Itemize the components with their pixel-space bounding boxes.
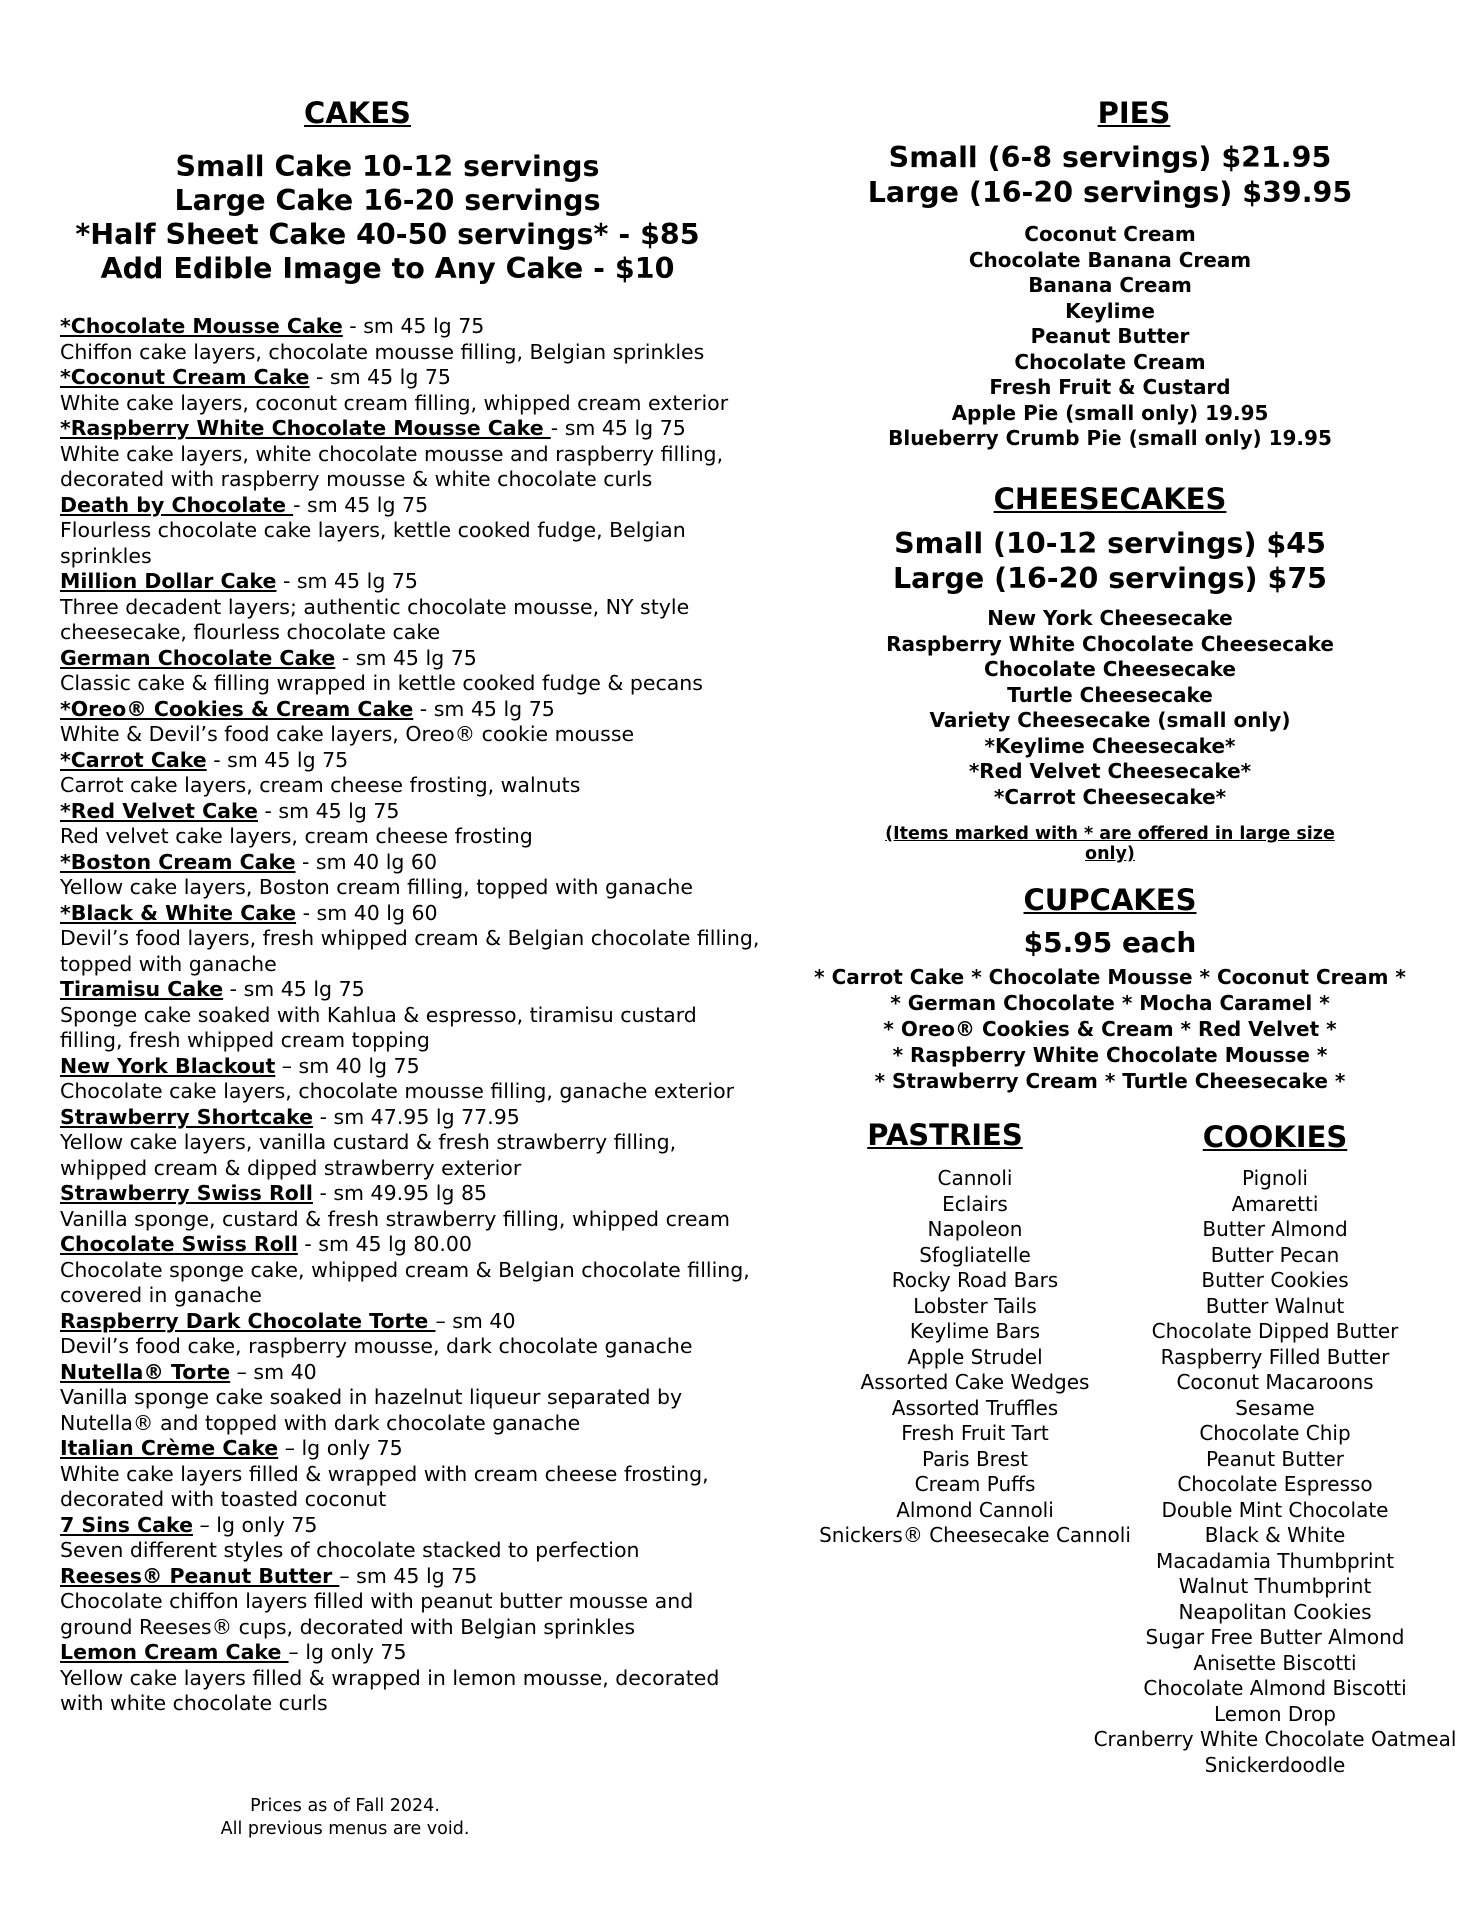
cupcake-line: * Oreo® Cookies & Cream * Red Velvet * <box>883 1017 1337 1041</box>
cupcake-line: * Carrot Cake * Chocolate Mousse * Coconut Cream * <box>814 965 1406 989</box>
cake-name: Nutella® Torte <box>60 1359 231 1384</box>
pie-item: Blueberry Crumb Pie (small only) 19.95 <box>888 426 1332 450</box>
cheesecakes-headline-small: Small (10-12 servings) $45 <box>894 527 1326 560</box>
cake-desc: Chiffon cake layers, chocolate mousse filling, Belgian sprinkles <box>60 339 705 364</box>
cheesecake-item: *Carrot Cheesecake* <box>993 784 1227 809</box>
cookie-item: Coconut Macaroons <box>1176 1370 1374 1394</box>
pies-title: PIES <box>1097 96 1171 130</box>
cheesecake-item: New York Cheesecake <box>987 606 1233 630</box>
pie-item: Apple Pie (small only) 19.95 <box>951 400 1269 425</box>
cake-item-reeses <box>60 1564 760 1641</box>
pastry-item: Apple Strudel <box>907 1344 1043 1369</box>
cake-name: *Carrot Cake <box>60 747 207 772</box>
cake-price: - sm 45 lg 75 <box>335 645 477 670</box>
pastry-item: Cream Puffs <box>914 1472 1036 1496</box>
cookie-item: Black & White <box>1204 1523 1346 1547</box>
cake-name: *Raspberry White Chocolate Mousse Cake <box>60 416 551 440</box>
cake-desc: Yellow cake layers, vanilla custard & fresh strawberry filling, whipped cream & dipped strawberry exterior <box>60 1130 677 1180</box>
cake-desc: Chocolate cake layers, chocolate mousse filling, ganache exterior <box>60 1079 735 1103</box>
footer-line-2: All previous menus are void. <box>220 1819 470 1839</box>
large-size-note: (Items marked with * are offered in large size only) <box>885 824 1335 864</box>
cookie-item: Walnut Thumbprint <box>1178 1574 1372 1598</box>
pastry-item: Sfogliatelle <box>919 1242 1031 1267</box>
cake-price: – sm 40 <box>435 1308 516 1333</box>
cake-name: *Oreo® Cookies & Cream Cake <box>60 696 414 721</box>
cake-item-million-dollar <box>60 569 760 646</box>
cake-item-chocolate-swiss-roll <box>60 1232 760 1309</box>
pastry-item: Rocky Road Bars <box>891 1268 1059 1292</box>
cake-item-tiramisu <box>60 977 760 1054</box>
cookie-item: Chocolate Dipped Butter <box>1151 1319 1399 1343</box>
cupcake-line: * Strawberry Cream * Turtle Cheesecake * <box>874 1069 1346 1093</box>
footer-note <box>180 1795 510 1841</box>
cookie-item: Anisette Biscotti <box>1193 1650 1357 1675</box>
cake-price: - sm 45 lg 75 <box>550 416 686 440</box>
cake-price: - sm 40 lg 60 <box>296 900 438 925</box>
cake-name: *Black & White Cake <box>60 900 297 925</box>
cake-item-ny-blackout <box>60 1054 760 1105</box>
cake-name: Lemon Cream Cake <box>60 1640 289 1664</box>
cake-name: Strawberry Swiss Roll <box>60 1181 313 1205</box>
cake-name: Raspberry Dark Chocolate Torte <box>60 1308 436 1333</box>
cookie-item: Butter Almond <box>1202 1217 1348 1241</box>
cake-price: - sm 45 lg 80.00 <box>297 1232 472 1256</box>
pastry-item: Snickers® Cheesecake Cannoli <box>819 1523 1131 1547</box>
cake-name: Tiramisu Cake <box>60 977 224 1001</box>
cake-desc: Flourless chocolate cake layers, kettle cooked fudge, Belgian sprinkles <box>60 518 686 568</box>
pie-item: Banana Cream <box>1028 273 1192 297</box>
pie-item: Fresh Fruit & Custard <box>989 375 1231 399</box>
cupcake-line: * Raspberry White Chocolate Mousse * <box>892 1043 1328 1067</box>
cookie-item: Double Mint Chocolate <box>1161 1497 1389 1522</box>
cake-name: Italian Crème Cake <box>60 1436 279 1460</box>
cake-price: – sm 40 lg 75 <box>275 1053 420 1078</box>
cake-name: *Red Velvet Cake <box>60 798 258 823</box>
cookie-item: Cranberry White Chocolate Oatmeal <box>1093 1727 1457 1751</box>
cake-price: - sm 45 lg 75 <box>223 977 365 1001</box>
cake-desc: Red velvet cake layers, cream cheese frosting <box>60 824 533 848</box>
pie-item: Chocolate Banana Cream <box>968 247 1252 272</box>
cookie-item: Butter Walnut <box>1205 1293 1345 1318</box>
cookies-list <box>1080 1166 1470 1778</box>
cheesecake-item: Chocolate Cheesecake <box>984 657 1236 681</box>
cake-desc: White cake layers, coconut cream filling, whipped cream exterior <box>60 390 729 415</box>
cake-item-nutella-torte <box>60 1360 760 1437</box>
pies-headline-small: Small (6-8 servings) $21.95 <box>888 141 1332 174</box>
cake-desc: White & Devil’s food cake layers, Oreo® cookie mousse <box>60 722 635 746</box>
cake-name: New York Blackout <box>60 1053 276 1078</box>
pie-item: Keylime <box>1065 298 1155 323</box>
cake-item-coconut-cream <box>60 365 760 416</box>
cake-item-lemon-cream <box>60 1640 760 1717</box>
cake-name: 7 Sins Cake <box>60 1512 193 1537</box>
cakes-title: CAKES <box>304 96 411 130</box>
cheesecakes-list <box>860 606 1360 810</box>
cookie-item: Chocolate Almond Biscotti <box>1143 1676 1407 1700</box>
cake-item-raspberry-dark-torte <box>60 1309 760 1360</box>
pastry-item: Assorted Cake Wedges <box>860 1370 1090 1394</box>
pies-headlines <box>860 140 1360 210</box>
cake-price: – sm 45 lg 75 <box>339 1563 478 1588</box>
cake-price: - sm 45 lg 75 <box>413 696 555 721</box>
cake-desc: Devil’s food cake, raspberry mousse, dark chocolate ganache <box>60 1334 693 1358</box>
pastry-item: Assorted Truffles <box>891 1395 1059 1420</box>
cookie-item: Butter Cookies <box>1201 1268 1349 1292</box>
cheesecake-item: Variety Cheesecake (small only) <box>929 708 1291 732</box>
cake-name: Million Dollar Cake <box>60 569 277 593</box>
cake-price: – lg only 75 <box>288 1640 407 1664</box>
cakes-headlines <box>0 150 775 286</box>
cupcakes-title: CUPCAKES <box>1023 883 1197 917</box>
pie-item: Peanut Butter <box>1030 324 1190 348</box>
cake-name: Reeses® Peanut Butter <box>60 1563 340 1588</box>
pies-list <box>860 222 1360 452</box>
cake-price: – lg only 75 <box>278 1436 403 1460</box>
cake-price: - sm 47.95 lg 77.95 <box>313 1104 520 1129</box>
cheesecake-item: Turtle Cheesecake <box>1007 682 1213 707</box>
pastry-item: Lobster Tails <box>913 1293 1037 1318</box>
cake-item-black-white <box>60 901 760 978</box>
pies-headline-large: Large (16-20 servings) $39.95 <box>867 176 1353 209</box>
cookie-item: Chocolate Chip <box>1199 1421 1351 1445</box>
cookie-item: Chocolate Espresso <box>1177 1472 1373 1496</box>
cake-desc: Yellow cake layers filled & wrapped in lemon mousse, decorated with white chocolate curls <box>60 1665 720 1715</box>
cake-item-raspberry-white-chocolate <box>60 416 760 493</box>
pastry-item: Fresh Fruit Tart <box>901 1421 1049 1445</box>
pie-item: Chocolate Cream <box>1014 349 1206 374</box>
cookie-item: Peanut Butter <box>1205 1446 1345 1471</box>
cake-name: *Coconut Cream Cake <box>60 365 310 389</box>
pastry-item: Almond Cannoli <box>896 1497 1054 1522</box>
cookie-item: Raspberry Filled Butter <box>1160 1344 1390 1369</box>
cake-item-red-velvet <box>60 799 760 850</box>
cake-desc: Yellow cake layers, Boston cream filling, topped with ganache <box>60 875 693 899</box>
cheesecakes-headlines <box>860 526 1360 596</box>
cake-price: – lg only 75 <box>193 1512 318 1537</box>
cake-name: *Boston Cream Cake <box>60 849 296 874</box>
cheesecakes-title: CHEESECAKES <box>993 482 1227 516</box>
cake-desc: Devil’s food layers, fresh whipped cream & Belgian chocolate filling, topped with ganache <box>60 926 760 976</box>
cheesecake-item: Raspberry White Chocolate Cheesecake <box>886 631 1334 656</box>
cake-name: *Chocolate Mousse Cake <box>60 314 343 338</box>
footer-line-1: Prices as of Fall 2024. <box>250 1796 440 1816</box>
cake-item-oreo <box>60 697 760 748</box>
pastries-title: PASTRIES <box>867 1118 1023 1152</box>
cake-item-7-sins <box>60 1513 760 1564</box>
cake-item-boston-cream <box>60 850 760 901</box>
cake-price: - sm 49.95 lg 85 <box>312 1181 488 1205</box>
pie-item: Coconut Cream <box>1024 222 1196 246</box>
cake-price: - sm 45 lg 75 <box>342 314 485 338</box>
cake-list <box>60 314 760 1717</box>
pastry-item: Paris Brest <box>921 1446 1029 1471</box>
cheesecake-item: *Keylime Cheesecake* <box>984 733 1236 758</box>
pastry-item: Keylime Bars <box>909 1319 1041 1343</box>
cookie-item: Sesame <box>1235 1395 1315 1420</box>
cake-desc: Seven different styles of chocolate stacked to perfection <box>60 1538 640 1562</box>
cake-item-death-by-chocolate <box>60 493 760 570</box>
cake-name: Strawberry Shortcake <box>60 1104 314 1129</box>
cupcakes-price: $5.95 each <box>1023 926 1197 959</box>
cookie-item: Neapolitan Cookies <box>1178 1599 1372 1624</box>
cookie-item: Pignoli <box>1242 1166 1308 1190</box>
cupcake-line: * German Chocolate * Mocha Caramel * <box>890 991 1330 1015</box>
cookies-title: COOKIES <box>1202 1120 1348 1154</box>
pastry-item: Napoleon <box>927 1217 1023 1241</box>
cookie-item: Snickerdoodle <box>1204 1752 1346 1777</box>
cake-price: - sm 45 lg 75 <box>293 492 429 517</box>
cake-item-german-chocolate <box>60 646 760 697</box>
cake-desc: Sponge cake soaked with Kahlua & espresso, tiramisu custard filling, fresh whipped cream topping <box>60 1002 697 1052</box>
cake-item-italian-creme <box>60 1436 760 1513</box>
cakes-headline-half-sheet: *Half Sheet Cake 40-50 servings* - $85 <box>75 218 700 251</box>
cookie-item: Lemon Drop <box>1214 1701 1336 1726</box>
cake-name: Death by Chocolate <box>60 492 294 517</box>
cake-desc: Three decadent layers; authentic chocolate mousse, NY style cheesecake, flourless chocolate cake <box>60 594 690 644</box>
cake-desc: White cake layers filled & wrapped with cream cheese frosting, decorated with toasted coconut <box>60 1461 709 1511</box>
pastry-item: Cannoli <box>937 1166 1013 1190</box>
cake-price: - sm 45 lg 75 <box>309 365 451 389</box>
cake-name: German Chocolate Cake <box>60 645 336 670</box>
cake-price: - sm 45 lg 75 <box>257 798 400 823</box>
cake-item-chocolate-mousse <box>60 314 760 365</box>
cookie-item: Butter Pecan <box>1210 1242 1340 1267</box>
cake-desc: Classic cake & filling wrapped in kettle cooked fudge & pecans <box>60 671 703 695</box>
cake-item-strawberry-shortcake <box>60 1105 760 1182</box>
cheesecakes-headline-large: Large (16-20 servings) $75 <box>893 562 1327 595</box>
cake-desc: Carrot cake layers, cream cheese frosting, walnuts <box>60 773 581 797</box>
cake-price: - sm 45 lg 75 <box>276 569 418 593</box>
cake-price: – sm 40 <box>230 1359 317 1384</box>
cakes-headline-edible-image: Add Edible Image to Any Cake - $10 <box>100 252 675 285</box>
cakes-headline-small: Small Cake 10-12 servings <box>175 150 600 183</box>
cake-item-carrot <box>60 748 760 799</box>
cake-price: - sm 45 lg 75 <box>206 747 349 772</box>
cake-name: Chocolate Swiss Roll <box>60 1232 298 1256</box>
cookie-item: Macadamia Thumbprint <box>1155 1548 1395 1573</box>
cheesecake-item: *Red Velvet Cheesecake* <box>968 759 1252 783</box>
cake-desc: Chocolate sponge cake, whipped cream & Belgian chocolate filling, covered in ganache <box>60 1257 750 1307</box>
cake-desc: Vanilla sponge, custard & fresh strawberry filling, whipped cream <box>60 1206 730 1231</box>
cookie-item: Sugar Free Butter Almond <box>1145 1625 1405 1649</box>
cake-desc: Chocolate chiffon layers filled with peanut butter mousse and ground Reeses® cups, decorated with Belgian sprinkles <box>60 1589 694 1639</box>
cake-desc: Vanilla sponge cake soaked in hazelnut liqueur separated by Nutella® and topped with dark chocolate ganache <box>60 1385 683 1435</box>
cookie-item: Amaretti <box>1231 1191 1319 1216</box>
cake-item-strawberry-swiss-roll <box>60 1181 760 1232</box>
cake-desc: White cake layers, white chocolate mousse and raspberry filling, decorated with raspberry mousse & white chocolate curls <box>60 441 724 491</box>
cupcakes-flavors <box>790 964 1430 1094</box>
cakes-headline-large: Large Cake 16-20 servings <box>174 184 601 217</box>
pastry-item: Eclairs <box>942 1191 1008 1216</box>
cake-price: - sm 40 lg 60 <box>295 849 438 874</box>
